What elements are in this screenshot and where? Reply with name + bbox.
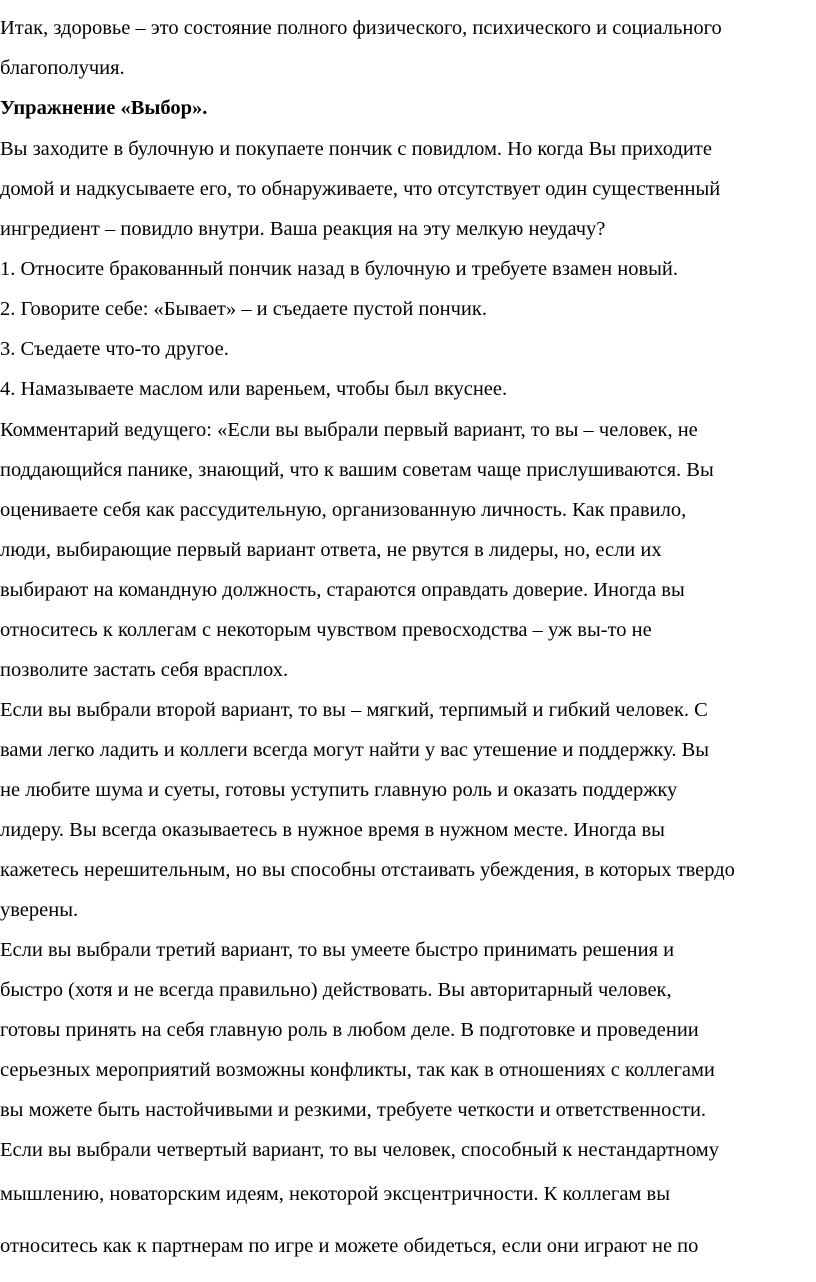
text-line-30: мышлению, новаторским идеям, некоторой эксцентричности. К коллегам вы bbox=[0, 1183, 670, 1205]
text-line-12: поддающийся панике, знающий, что к вашим советам чаще прислушиваются. Вы bbox=[0, 459, 714, 481]
text-line-23: уверены. bbox=[0, 899, 79, 921]
text-line-29: Если вы выбрали четвертый вариант, то вы человек, способный к нестандартному bbox=[0, 1139, 719, 1161]
exercise-heading: Упражнение «Выбор». bbox=[0, 97, 208, 119]
text-line-14: люди, выбирающие первый вариант ответа, не рвутся в лидеры, но, если их bbox=[0, 539, 662, 561]
option-2: 2. Говорите себе: «Бывает» – и съедаете пустой пончик. bbox=[0, 298, 487, 320]
text-line-25: быстро (хотя и не всегда правильно) действовать. Вы авторитарный человек, bbox=[0, 979, 672, 1001]
text-line-2: благополучия. bbox=[0, 57, 125, 79]
text-line-24: Если вы выбрали третий вариант, то вы умеете быстро принимать решения и bbox=[0, 939, 675, 961]
option-1: 1. Относите бракованный пончик назад в булочную и требуете взамен новый. bbox=[0, 258, 678, 280]
text-line-20: не любите шума и суеты, готовы уступить главную роль и оказать поддержку bbox=[0, 779, 678, 801]
text-line-22: кажетесь нерешительным, но вы способны отстаивать убеждения, в которых твердо bbox=[0, 859, 735, 881]
text-line-28: вы можете быть настойчивыми и резкими, требуете четкости и ответственности. bbox=[0, 1099, 707, 1121]
text-line-17: позволите застать себя врасплох. bbox=[0, 659, 289, 681]
text-line-6: ингредиент – повидло внутри. Ваша реакция на эту мелкую неудачу? bbox=[0, 218, 606, 240]
text-line-1: Итак, здоровье – это состояние полного физического, психического и социального bbox=[0, 17, 722, 39]
text-line-18: Если вы выбрали второй вариант, то вы – мягкий, терпимый и гибкий человек. С bbox=[0, 699, 708, 721]
text-line-13: оцениваете себя как рассудительную, организованную личность. Как правило, bbox=[0, 499, 687, 521]
text-line-15: выбирают на командную должность, стараются оправдать доверие. Иногда вы bbox=[0, 579, 685, 601]
text-line-11: Комментарий ведущего: «Если вы выбрали первый вариант, то вы – человек, не bbox=[0, 419, 698, 441]
option-4: 4. Намазываете маслом или вареньем, чтобы был вкуснее. bbox=[0, 378, 508, 400]
text-line-31: относитесь как к партнерам по игре и можете обидеться, если они играют не по bbox=[0, 1235, 699, 1257]
option-3: 3. Съедаете что-то другое. bbox=[0, 338, 229, 360]
text-line-21: лидеру. Вы всегда оказываетесь в нужное время в нужном месте. Иногда вы bbox=[0, 819, 665, 841]
text-line-5: домой и надкусываете его, то обнаруживаете, что отсутствует один существенный bbox=[0, 178, 721, 200]
text-line-26: готовы принять на себя главную роль в любом деле. В подготовке и проведении bbox=[0, 1019, 699, 1041]
text-line-19: вами легко ладить и коллеги всегда могут найти у вас утешение и поддержку. Вы bbox=[0, 739, 710, 761]
text-line-27: серьезных мероприятий возможны конфликты, так как в отношениях с коллегами bbox=[0, 1059, 715, 1081]
text-line-4: Вы заходите в булочную и покупаете пончик с повидлом. Но когда Вы приходите bbox=[0, 138, 712, 160]
text-line-16: относитесь к коллегам с некоторым чувством превосходства – уж вы-то не bbox=[0, 619, 652, 641]
